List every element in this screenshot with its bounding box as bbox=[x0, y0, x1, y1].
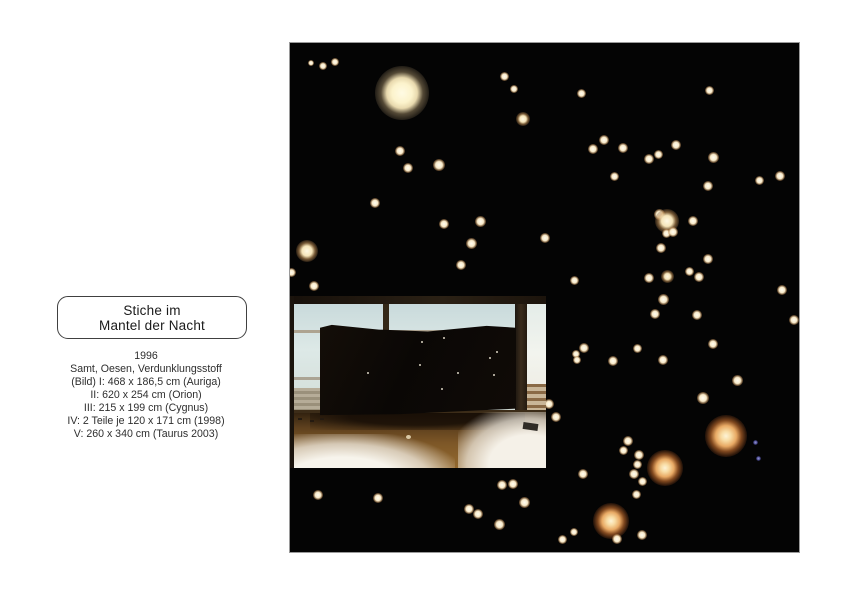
work-title-card bbox=[57, 296, 247, 339]
curtain-dot bbox=[441, 388, 443, 390]
star bbox=[296, 240, 318, 262]
curtain-dot bbox=[419, 364, 421, 366]
star bbox=[688, 216, 698, 226]
star bbox=[573, 356, 581, 364]
star bbox=[634, 450, 644, 460]
caption-dimensions-1: (Bild) I: 468 x 186,5 cm (Auriga) bbox=[71, 376, 221, 388]
photo-window-post bbox=[515, 304, 527, 416]
star bbox=[309, 281, 319, 291]
star bbox=[558, 535, 567, 544]
star bbox=[703, 254, 713, 264]
star bbox=[473, 509, 483, 519]
star bbox=[755, 176, 764, 185]
floor-speck bbox=[310, 420, 314, 422]
work-caption bbox=[36, 350, 256, 441]
star bbox=[705, 86, 714, 95]
star bbox=[629, 469, 639, 479]
star bbox=[578, 469, 588, 479]
star bbox=[612, 534, 622, 544]
star bbox=[508, 479, 518, 489]
star bbox=[308, 60, 314, 66]
star bbox=[671, 140, 681, 150]
floor-speck bbox=[298, 418, 302, 420]
star bbox=[694, 272, 704, 282]
star bbox=[753, 440, 758, 445]
star bbox=[637, 530, 647, 540]
star bbox=[658, 294, 669, 305]
installation-photo-inset bbox=[290, 296, 546, 468]
star bbox=[703, 181, 713, 191]
star bbox=[319, 62, 327, 70]
caption-materials: Samt, Oesen, Verdunklungsstoff bbox=[70, 363, 222, 375]
star bbox=[373, 493, 383, 503]
star bbox=[705, 415, 747, 457]
star bbox=[494, 519, 505, 530]
curtain-dot bbox=[457, 372, 459, 374]
star bbox=[456, 260, 466, 270]
photo-floor-mark bbox=[406, 435, 411, 439]
curtain-dot bbox=[493, 374, 495, 376]
star bbox=[618, 143, 628, 153]
star bbox=[497, 480, 507, 490]
velvet-curtain bbox=[320, 324, 516, 417]
caption-dimensions-4: IV: 2 Teile je 120 x 171 cm (1998) bbox=[67, 415, 225, 427]
star bbox=[708, 339, 718, 349]
star bbox=[650, 309, 660, 319]
caption-dimensions-2: II: 620 x 254 cm (Orion) bbox=[90, 389, 202, 401]
star bbox=[588, 144, 598, 154]
curtain-dot bbox=[443, 337, 445, 339]
floor-speck bbox=[320, 418, 324, 420]
curtain-dot bbox=[367, 372, 369, 374]
star bbox=[433, 159, 445, 171]
star bbox=[685, 267, 694, 276]
star bbox=[732, 375, 743, 386]
star bbox=[638, 477, 647, 486]
star bbox=[599, 135, 609, 145]
work-title-line1: Stiche im bbox=[123, 302, 181, 318]
star bbox=[756, 456, 761, 461]
star bbox=[579, 343, 589, 353]
star bbox=[510, 85, 518, 93]
star bbox=[633, 344, 642, 353]
star bbox=[644, 154, 654, 164]
star bbox=[656, 243, 666, 253]
star bbox=[395, 146, 405, 156]
star bbox=[697, 392, 709, 404]
star bbox=[708, 152, 719, 163]
star bbox=[692, 310, 702, 320]
star bbox=[661, 270, 674, 283]
photo-floor-highlight-left bbox=[290, 434, 455, 468]
star bbox=[570, 276, 579, 285]
star bbox=[475, 216, 486, 227]
star bbox=[775, 171, 785, 181]
star bbox=[570, 528, 578, 536]
star bbox=[647, 450, 683, 486]
curtain-dot bbox=[496, 351, 498, 353]
photo-left-edge bbox=[290, 296, 294, 468]
star bbox=[593, 503, 629, 539]
star bbox=[551, 412, 561, 422]
caption-year: 1996 bbox=[134, 350, 158, 362]
caption-dimensions-5: V: 260 x 340 cm (Taurus 2003) bbox=[73, 428, 219, 440]
star bbox=[608, 356, 618, 366]
star bbox=[540, 233, 550, 243]
photo-window-pane-right bbox=[527, 304, 546, 386]
starfield-artwork-image bbox=[289, 42, 800, 553]
star bbox=[789, 315, 799, 325]
star bbox=[516, 112, 530, 126]
star bbox=[289, 268, 296, 277]
star bbox=[500, 72, 509, 81]
star bbox=[777, 285, 787, 295]
star bbox=[331, 58, 339, 66]
curtain-dot bbox=[489, 357, 491, 359]
star bbox=[654, 150, 663, 159]
photo-top-edge bbox=[290, 296, 546, 304]
star bbox=[439, 219, 449, 229]
star bbox=[370, 198, 380, 208]
star bbox=[644, 273, 654, 283]
star bbox=[623, 436, 633, 446]
star bbox=[633, 460, 642, 469]
star bbox=[668, 227, 678, 237]
curtain-dot bbox=[421, 341, 423, 343]
work-title-line2: Mantel der Nacht bbox=[99, 317, 205, 333]
star bbox=[658, 355, 668, 365]
star bbox=[375, 66, 429, 120]
caption-dimensions-3: III: 215 x 199 cm (Cygnus) bbox=[83, 402, 209, 414]
star bbox=[466, 238, 477, 249]
star bbox=[619, 446, 628, 455]
star bbox=[577, 89, 586, 98]
star bbox=[403, 163, 413, 173]
photo-floor-highlight-right bbox=[458, 412, 546, 468]
star bbox=[632, 490, 641, 499]
star bbox=[519, 497, 530, 508]
star bbox=[313, 490, 323, 500]
star bbox=[610, 172, 619, 181]
